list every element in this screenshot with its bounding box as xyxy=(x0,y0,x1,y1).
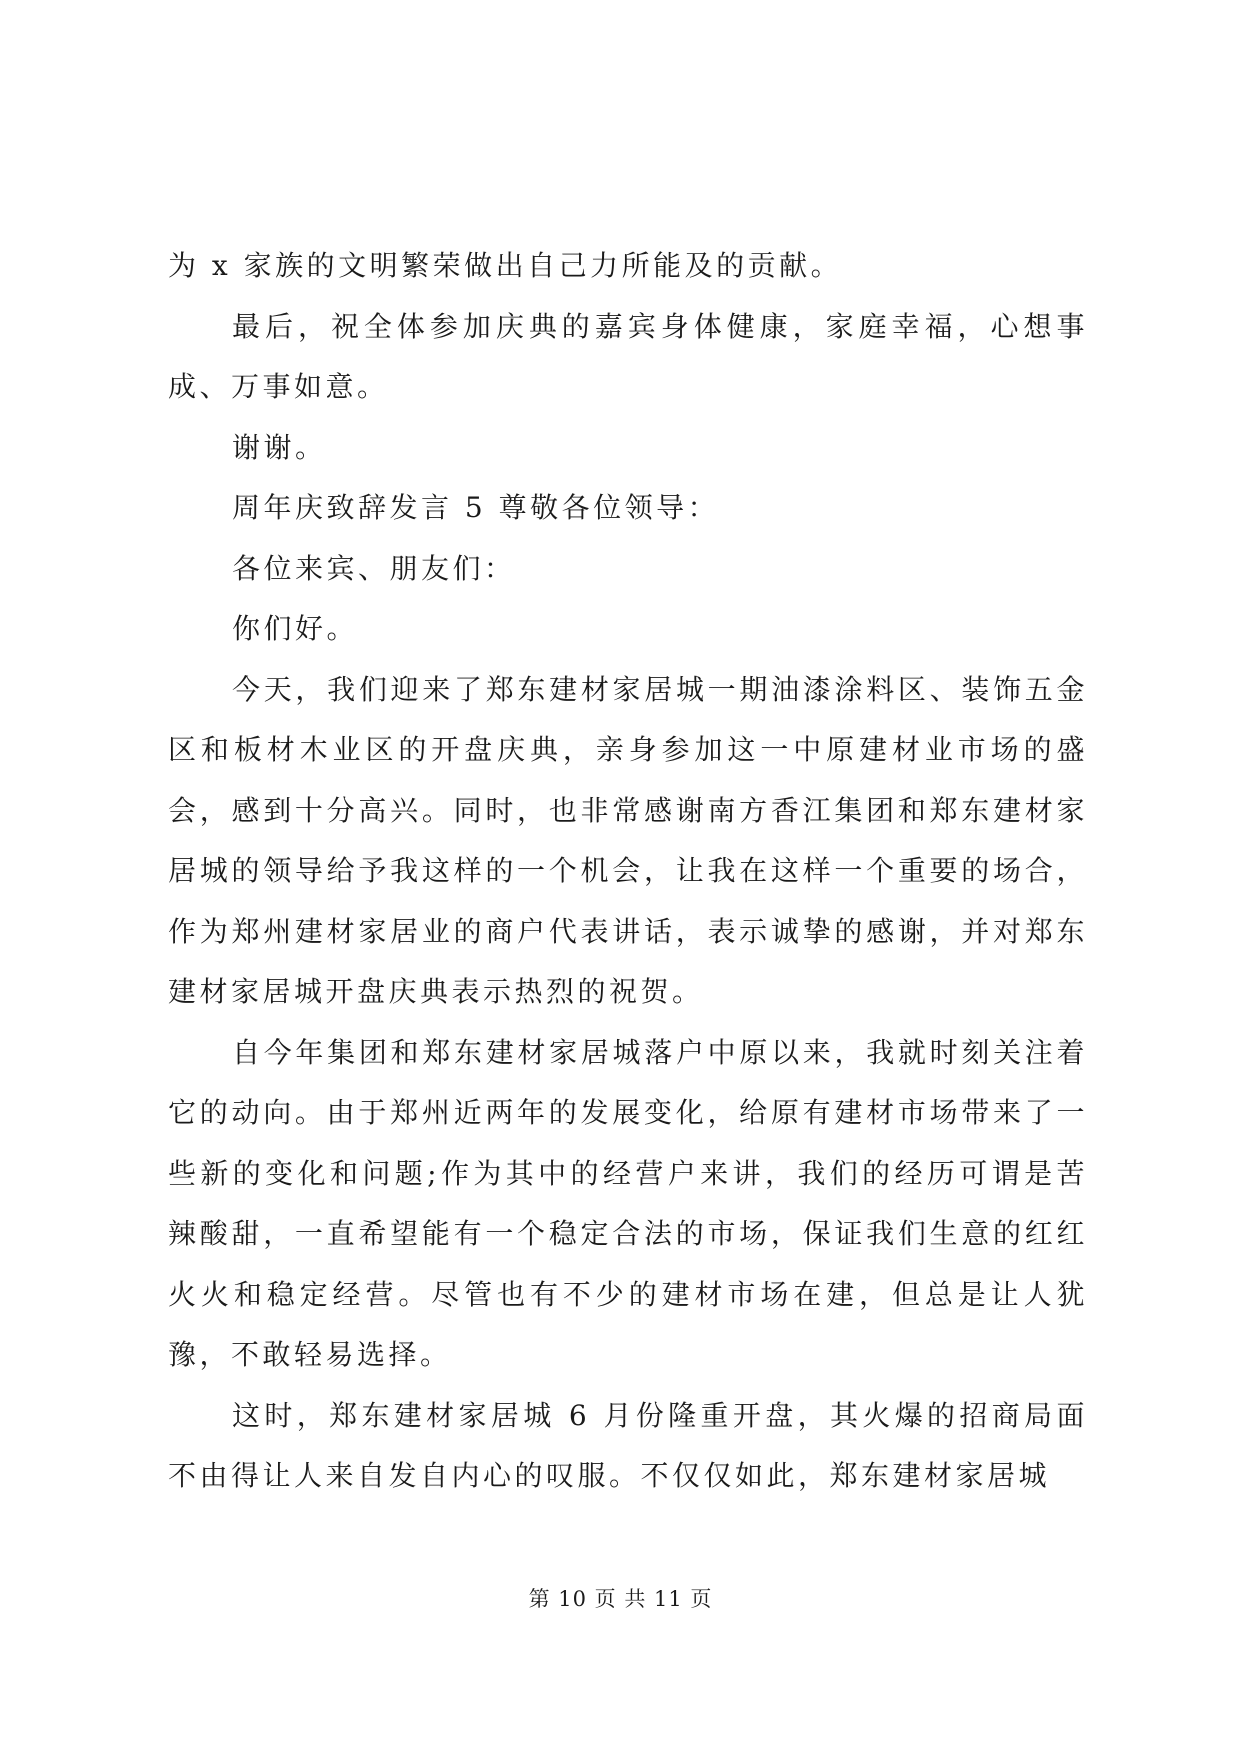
paragraph-6: 你们好。 xyxy=(232,612,359,645)
paragraph-8: 自今年集团和郑东建材家居城落户中原以来，我就时刻关注着它的动向。由于郑州近两年的发展变化，给原有建材市场带来了一些新的变化和问题;作为其中的经营户来讲，我们的经历可谓是苦辣酸甜，一直希望能有一个稳定合法的市场，保证我们生意的红红火火和稳定经营。尽管也有不少的建材市场在建，但总是让人犹豫，不敢轻易选择。 xyxy=(168,1035,1088,1371)
paragraph-9: 这时，郑东建材家居城 6 月份隆重开盘，其火爆的招商局面不由得让人来自发自内心的叹服。不仅仅如此，郑东建材家居城 xyxy=(168,1398,1088,1492)
page-footer: 第 10 页 共 11 页 xyxy=(528,1587,713,1611)
paragraph-2: 最后，祝全体参加庆典的嘉宾身体健康，家庭幸福，心想事成、万事如意。 xyxy=(168,309,1088,403)
paragraph-3: 谢谢。 xyxy=(232,430,327,464)
document-body xyxy=(168,236,1088,1507)
paragraph-4: 周年庆致辞发言 5 尊敬各位领导： xyxy=(232,491,720,524)
paragraph-5: 各位来宾、朋友们： xyxy=(232,551,516,585)
paragraph-1: 为 x 家族的文明繁荣做出自己力所能及的贡献。 xyxy=(168,249,843,282)
paragraph-7: 今天，我们迎来了郑东建材家居城一期油漆涂料区、装饰五金区和板材木业区的开盘庆典，亲身参加这一中原建材业市场的盛会，感到十分高兴。同时，也非常感谢南方香江集团和郑东建材家居城的领导给予我这样的一个机会，让我在这样一个重要的场合，作为郑州建材家居业的商户代表讲话，表示诚挚的感谢，并对郑东建材家居城开盘庆典表示热烈的祝贺。 xyxy=(168,672,1088,1008)
